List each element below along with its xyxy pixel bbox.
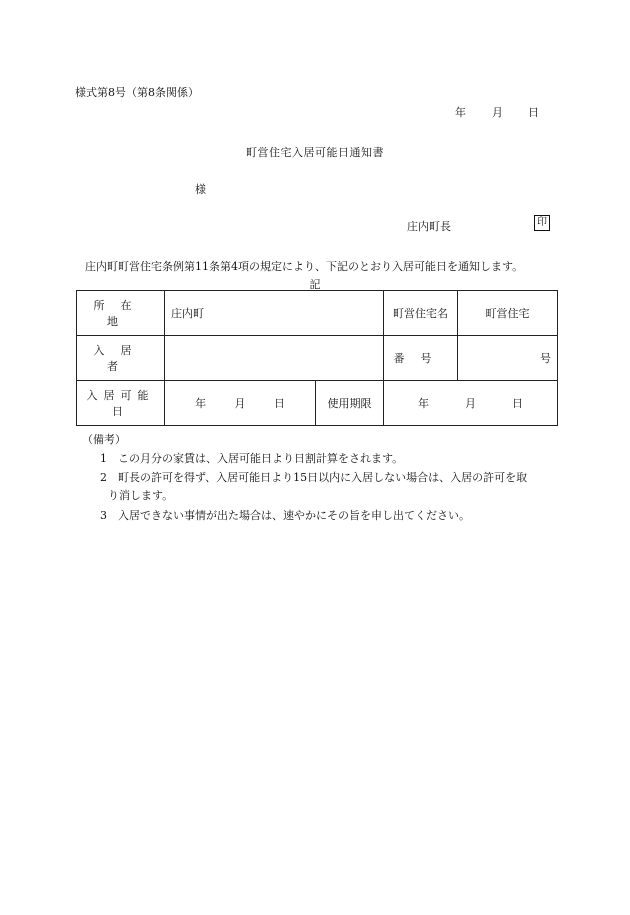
usage-period-value xyxy=(384,381,558,426)
usage-period-label: 使用期限 xyxy=(316,381,384,426)
resident-label: 入居者 xyxy=(77,336,165,381)
table-row xyxy=(77,336,558,381)
number-label: 番号 xyxy=(384,336,458,381)
resident-value xyxy=(165,336,384,381)
seal-mark: 印 xyxy=(534,215,550,231)
note-text: 入居できない事情が出た場合は、速やかにその旨を申し出てください。 xyxy=(118,509,470,522)
table-row xyxy=(77,291,558,336)
note-item xyxy=(100,450,403,466)
ki-label: 記 xyxy=(309,278,321,291)
move-in-date-value xyxy=(165,381,316,426)
usage-year: 年 xyxy=(418,397,429,410)
table-row xyxy=(77,381,558,426)
note-text: 町長の許可を得ず、入居可能日より15日以内に入居しない場合は、入居の許可を取 xyxy=(118,471,528,484)
note-text: この月分の家賃は、入居可能日より日割計算をされます。 xyxy=(118,452,404,465)
note-item xyxy=(100,507,470,523)
document-title: 町営住宅入居可能日通知書 xyxy=(246,146,384,159)
number-value: 号 xyxy=(458,336,558,381)
note-number: 2 xyxy=(100,471,107,484)
housing-name-value: 町営住宅 xyxy=(458,291,558,336)
location-label: 所在地 xyxy=(77,291,165,336)
note-number: 1 xyxy=(100,452,107,465)
move-in-date-label: 入居可能日 xyxy=(77,381,165,426)
note-item-continuation: り消します。 xyxy=(108,489,174,502)
notification-table xyxy=(76,290,558,426)
housing-name-label: 町営住宅名 xyxy=(384,291,458,336)
note-number: 3 xyxy=(100,509,107,522)
date-month-label: 月 xyxy=(492,106,503,119)
move-in-month: 月 xyxy=(234,397,246,410)
note-item xyxy=(100,469,527,485)
issuer-name: 庄内町長 xyxy=(407,220,451,233)
move-in-year: 年 xyxy=(195,397,207,410)
move-in-day: 日 xyxy=(273,397,285,410)
location-value: 庄内町 xyxy=(165,291,384,336)
usage-month: 月 xyxy=(465,397,476,410)
notes-label: （備考） xyxy=(82,433,126,446)
date-day-label: 日 xyxy=(528,106,539,119)
body-text: 庄内町町営住宅条例第11条第4項の規定により、下記のとおり入居可能日を通知します。 xyxy=(85,260,524,273)
addressee-suffix: 様 xyxy=(195,183,206,196)
form-number: 様式第8号（第8条関係） xyxy=(75,86,199,99)
date-year-label: 年 xyxy=(455,106,466,119)
usage-day: 日 xyxy=(512,397,523,410)
